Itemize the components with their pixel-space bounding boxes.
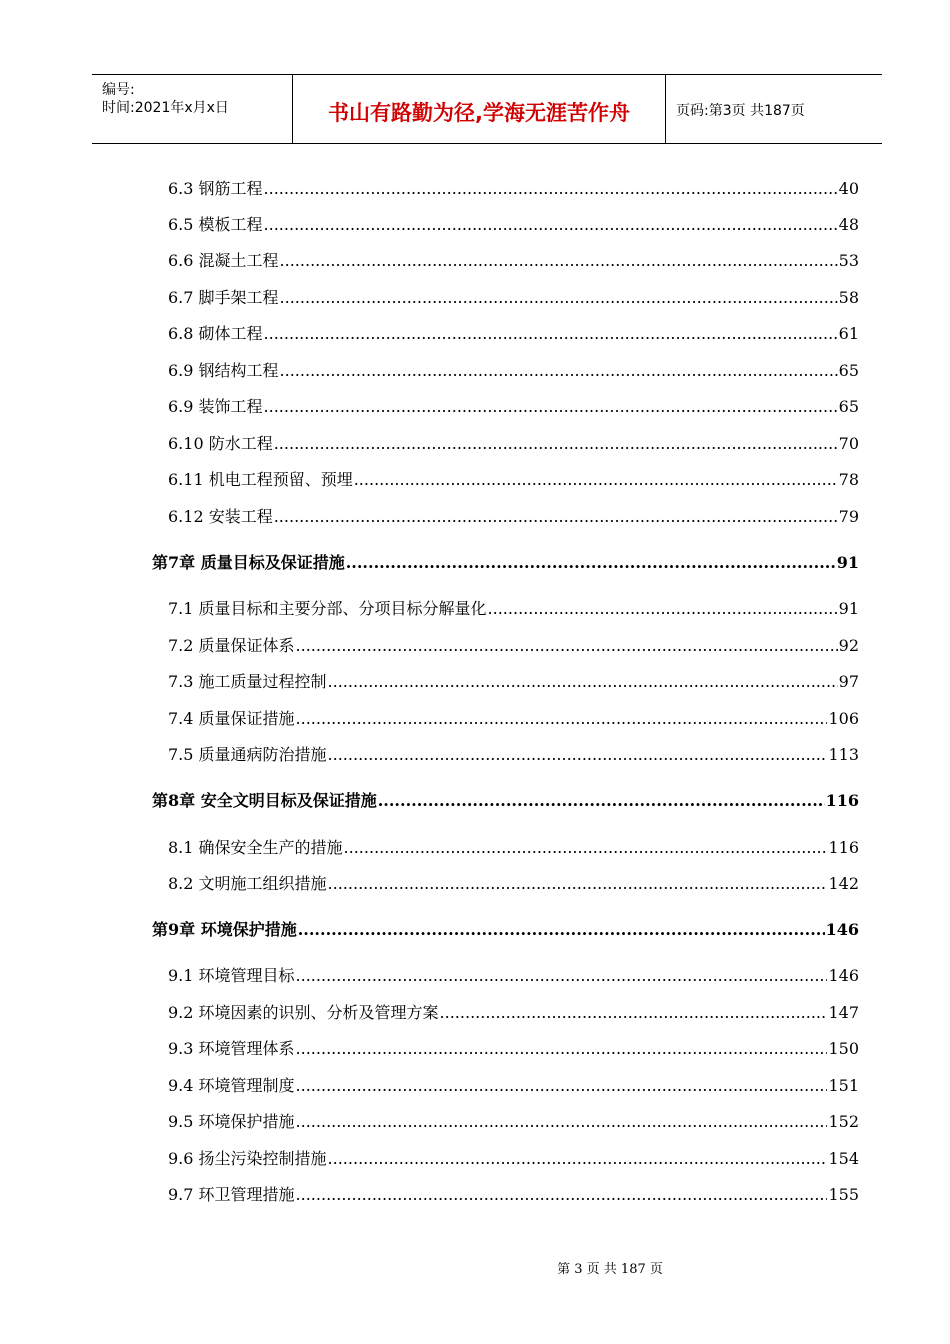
toc-entry-page: 106	[828, 709, 859, 728]
toc-entry-title: 9.7 环卫管理措施	[168, 1185, 295, 1204]
toc-entry-title: 8.1 确保安全生产的措施	[168, 838, 343, 857]
toc-dot-leader	[274, 507, 838, 526]
toc-entry-page: 40	[838, 179, 859, 198]
toc-entry-title: 7.4 质量保证措施	[168, 709, 295, 728]
toc-entry-page: 91	[838, 599, 859, 618]
toc-entry-title: 9.4 环境管理制度	[168, 1076, 295, 1095]
toc-section-entry[interactable]	[168, 633, 859, 657]
toc-entry-page: 78	[838, 470, 859, 489]
toc-entry-page: 152	[828, 1112, 859, 1131]
toc-entry-page: 116	[825, 791, 859, 810]
toc-section-entry[interactable]	[168, 467, 859, 491]
page-footer: 第 3 页 共 187 页	[557, 1262, 663, 1277]
toc-dot-leader	[328, 874, 828, 893]
toc-dot-leader	[296, 709, 828, 728]
toc-dot-leader	[264, 215, 838, 234]
toc-entry-page: 142	[828, 874, 859, 893]
toc-entry-title: 7.1 质量目标和主要分部、分项目标分解量化	[168, 599, 487, 618]
toc-entry-title: 7.5 质量通病防治措施	[168, 745, 327, 764]
toc-entry-title: 第8章 安全文明目标及保证措施	[152, 791, 377, 810]
header-page-cell	[666, 75, 882, 143]
toc-section-entry[interactable]	[168, 285, 859, 309]
toc-entry-page: 116	[828, 838, 859, 857]
toc-chapter-entry[interactable]	[152, 917, 859, 941]
toc-dot-leader	[264, 324, 838, 343]
toc-entry-title: 6.9 装饰工程	[168, 397, 263, 416]
toc-section-entry[interactable]	[168, 176, 859, 200]
toc-entry-page: 146	[828, 966, 859, 985]
header-motto-cell	[293, 75, 666, 143]
toc-dot-leader	[488, 599, 838, 618]
toc-dot-leader	[280, 288, 838, 307]
toc-dot-leader	[264, 179, 838, 198]
toc-entry-title: 6.11 机电工程预留、预埋	[168, 470, 353, 489]
toc-entry-page: 48	[838, 215, 859, 234]
toc-entry-title: 6.9 钢结构工程	[168, 361, 279, 380]
toc-section-entry[interactable]	[168, 1182, 859, 1206]
toc-entry-title: 6.10 防水工程	[168, 434, 273, 453]
toc-dot-leader	[296, 1185, 828, 1204]
toc-section-entry[interactable]	[168, 431, 859, 455]
toc-section-entry[interactable]	[168, 1073, 859, 1097]
toc-section-entry[interactable]	[168, 742, 859, 766]
toc-entry-title: 9.6 扬尘污染控制措施	[168, 1149, 327, 1168]
toc-chapter-entry[interactable]	[152, 550, 859, 574]
toc-section-entry[interactable]	[168, 248, 859, 272]
toc-entry-page: 155	[828, 1185, 859, 1204]
toc-dot-leader	[296, 966, 828, 985]
toc-dot-leader	[296, 636, 838, 655]
toc-entry-page: 147	[828, 1003, 859, 1022]
toc-section-entry[interactable]	[168, 596, 859, 620]
page-header	[92, 74, 882, 144]
toc-entry-title: 9.3 环境管理体系	[168, 1039, 295, 1058]
toc-entry-page: 150	[828, 1039, 859, 1058]
toc-entry-page: 65	[838, 361, 859, 380]
toc-entry-title: 6.12 安装工程	[168, 507, 273, 526]
toc-section-entry[interactable]	[168, 212, 859, 236]
toc-entry-title: 7.2 质量保证体系	[168, 636, 295, 655]
toc-chapter-entry[interactable]	[152, 788, 859, 812]
toc-entry-title: 6.3 钢筋工程	[168, 179, 263, 198]
toc-entry-page: 151	[828, 1076, 859, 1095]
toc-section-entry[interactable]	[168, 504, 859, 528]
toc-dot-leader	[298, 920, 825, 939]
toc-dot-leader	[328, 672, 838, 691]
toc-dot-leader	[280, 361, 838, 380]
toc-entry-page: 146	[825, 920, 859, 939]
toc-dot-leader	[274, 434, 838, 453]
toc-entry-title: 6.5 模板工程	[168, 215, 263, 234]
header-page-info: 页码:第3页 共187页	[676, 103, 805, 119]
toc-entry-title: 第9章 环境保护措施	[152, 920, 297, 939]
toc-section-entry[interactable]	[168, 963, 859, 987]
toc-entry-page: 97	[838, 672, 859, 691]
document-time-label: 时间:2021年x月x日	[102, 100, 229, 116]
toc-entry-page: 70	[838, 434, 859, 453]
toc-dot-leader	[328, 745, 828, 764]
toc-dot-leader	[354, 470, 838, 489]
toc-dot-leader	[296, 1076, 828, 1095]
toc-entry-title: 9.1 环境管理目标	[168, 966, 295, 985]
document-number-label: 编号:	[102, 82, 135, 98]
toc-entry-page: 113	[828, 745, 859, 764]
header-info-cell	[92, 75, 293, 143]
toc-entry-title: 6.7 脚手架工程	[168, 288, 279, 307]
toc-dot-leader	[264, 397, 838, 416]
toc-section-entry[interactable]	[168, 669, 859, 693]
toc-entry-page: 61	[838, 324, 859, 343]
toc-dot-leader	[440, 1003, 828, 1022]
toc-entry-page: 58	[838, 288, 859, 307]
toc-section-entry[interactable]	[168, 1109, 859, 1133]
toc-entry-page: 91	[836, 553, 859, 572]
toc-section-entry[interactable]	[168, 706, 859, 730]
toc-section-entry[interactable]	[168, 871, 859, 895]
toc-entry-page: 53	[838, 251, 859, 270]
toc-entry-title: 9.5 环境保护措施	[168, 1112, 295, 1131]
toc-dot-leader	[344, 838, 828, 857]
toc-dot-leader	[296, 1039, 828, 1058]
toc-section-entry[interactable]	[168, 835, 859, 859]
toc-entry-title: 9.2 环境因素的识别、分析及管理方案	[168, 1003, 439, 1022]
toc-section-entry[interactable]	[168, 358, 859, 382]
toc-dot-leader	[280, 251, 838, 270]
toc-entry-page: 154	[828, 1149, 859, 1168]
toc-section-entry[interactable]	[168, 394, 859, 418]
toc-dot-leader	[296, 1112, 828, 1131]
toc-entry-title: 第7章 质量目标及保证措施	[152, 553, 345, 572]
toc-section-entry[interactable]	[168, 1000, 859, 1024]
header-motto: 书山有路勤为径,学海无涯苦作舟	[328, 101, 630, 125]
toc-section-entry[interactable]	[168, 321, 859, 345]
toc-entry-page: 65	[838, 397, 859, 416]
toc-entry-title: 7.3 施工质量过程控制	[168, 672, 327, 691]
toc-dot-leader	[378, 791, 825, 810]
toc-entry-page: 79	[838, 507, 859, 526]
toc-entry-title: 8.2 文明施工组织措施	[168, 874, 327, 893]
toc-dot-leader	[346, 553, 836, 572]
toc-entry-title: 6.8 砌体工程	[168, 324, 263, 343]
toc-entry-title: 6.6 混凝土工程	[168, 251, 279, 270]
toc-entry-page: 92	[838, 636, 859, 655]
toc-dot-leader	[328, 1149, 828, 1168]
toc-section-entry[interactable]	[168, 1036, 859, 1060]
toc-section-entry[interactable]	[168, 1146, 859, 1170]
